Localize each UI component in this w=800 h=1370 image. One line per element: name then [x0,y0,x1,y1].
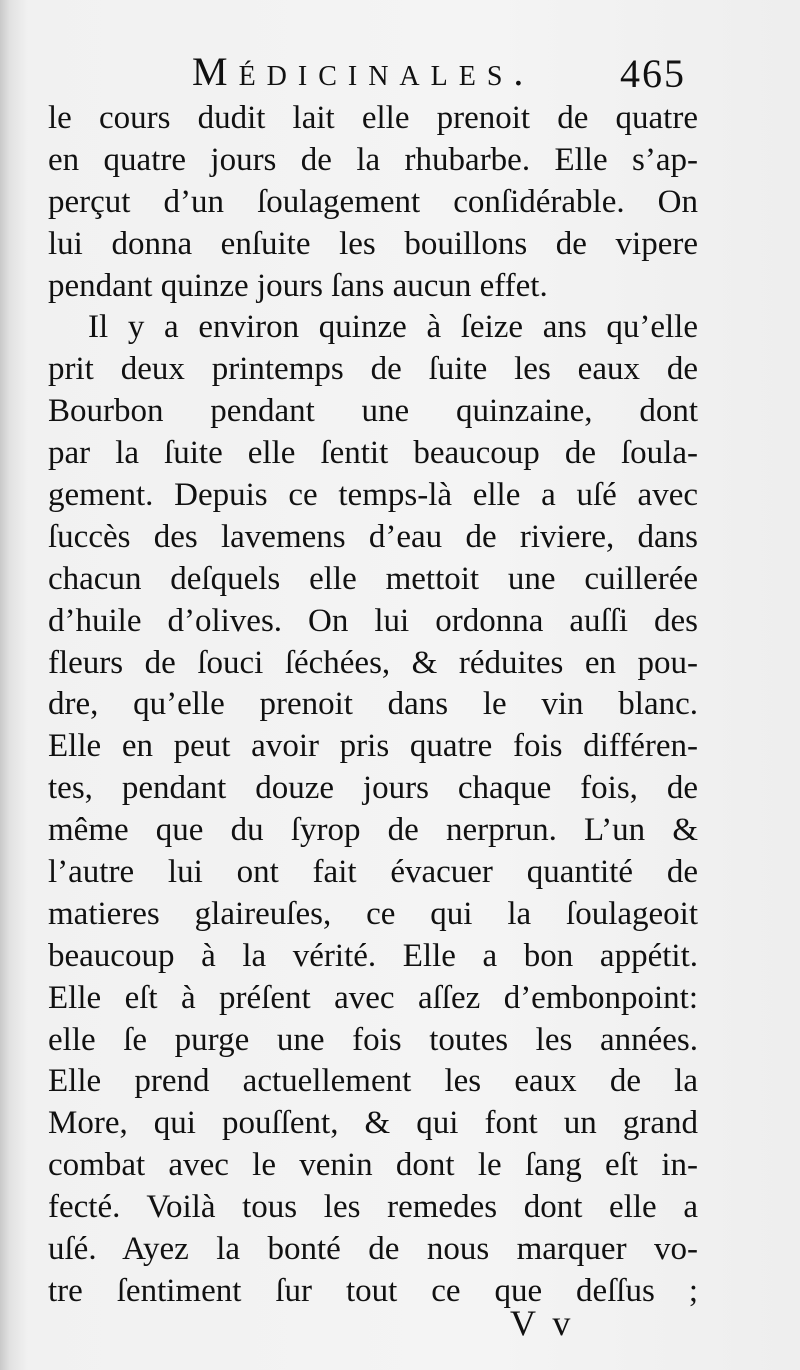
text-line: tes, pendant douze jours chaque fois, de [48,770,698,807]
text-line: en quatre jours de la rhubarbe. Elle s’ap- [48,141,698,178]
text-line: tre ſentiment ſur tout ce que deſſus ; [48,1272,698,1309]
text-line: dre, qu’elle prenoit dans le vin blanc. [48,686,698,723]
text-line: fleurs de ſouci ſéchées, & réduites en pou- [48,644,698,681]
text-line: Elle prend actuellement les eaux de la [48,1063,698,1100]
body-text [48,98,698,1313]
signature-mark: V v [510,1303,575,1343]
text-line: beaucoup à la vérité. Elle a bon appétit. [48,937,698,974]
text-line: lui donna enſuite les bouillons de vipere [48,225,698,262]
text-line: perçut d’un ſoulagement conſidérable. On [48,183,698,220]
page-number: 465 [620,51,686,96]
text-line: Bourbon pendant une quinzaine, dont [48,393,698,430]
text-line: chacun deſquels elle mettoit une cuillerée [48,560,698,597]
text-line: fecté. Voilà tous les remedes dont elle a [48,1189,698,1226]
text-line: matieres glaireuſes, ce qui la ſoulageoit [48,895,698,932]
text-line: More, qui pouſſent, & qui font un grand [48,1105,698,1142]
text-line: même que du ſyrop de nerprun. L’un & [48,812,698,849]
text-line: gement. Depuis ce temps-là elle a uſé avec [48,477,698,514]
text-line: combat avec le venin dont le ſang eſt in- [48,1147,698,1184]
text-line: elle ſe purge une fois toutes les années. [48,1021,698,1058]
text-line: par la ſuite elle ſentit beaucoup de ſoula- [48,435,698,472]
running-head [0,44,800,98]
text-line: pendant quinze jours ſans aucun effet. [48,267,548,304]
text-line: le cours dudit lait elle prenoit de quatre [48,100,698,136]
text-line: uſé. Ayez la bonté de nous marquer vo- [48,1231,698,1268]
text-line: prit deux printemps de ſuite les eaux de [48,351,698,388]
running-head-title: Médicinales. [192,49,535,94]
text-line: d’huile d’olives. On lui ordonna auſſi des [48,602,698,639]
text-line: Elle en peut avoir pris quatre fois différen- [48,728,698,765]
text-line: Elle eſt à préſent avec aſſez d’embonpoint: [48,979,698,1016]
text-line: ſuccès des lavemens d’eau de riviere, dans [48,518,698,555]
paragraph-first-line: Il y a environ quinze à ſeize ans qu’elle [88,309,698,346]
text-line: l’autre lui ont fait évacuer quantité de [48,854,698,891]
